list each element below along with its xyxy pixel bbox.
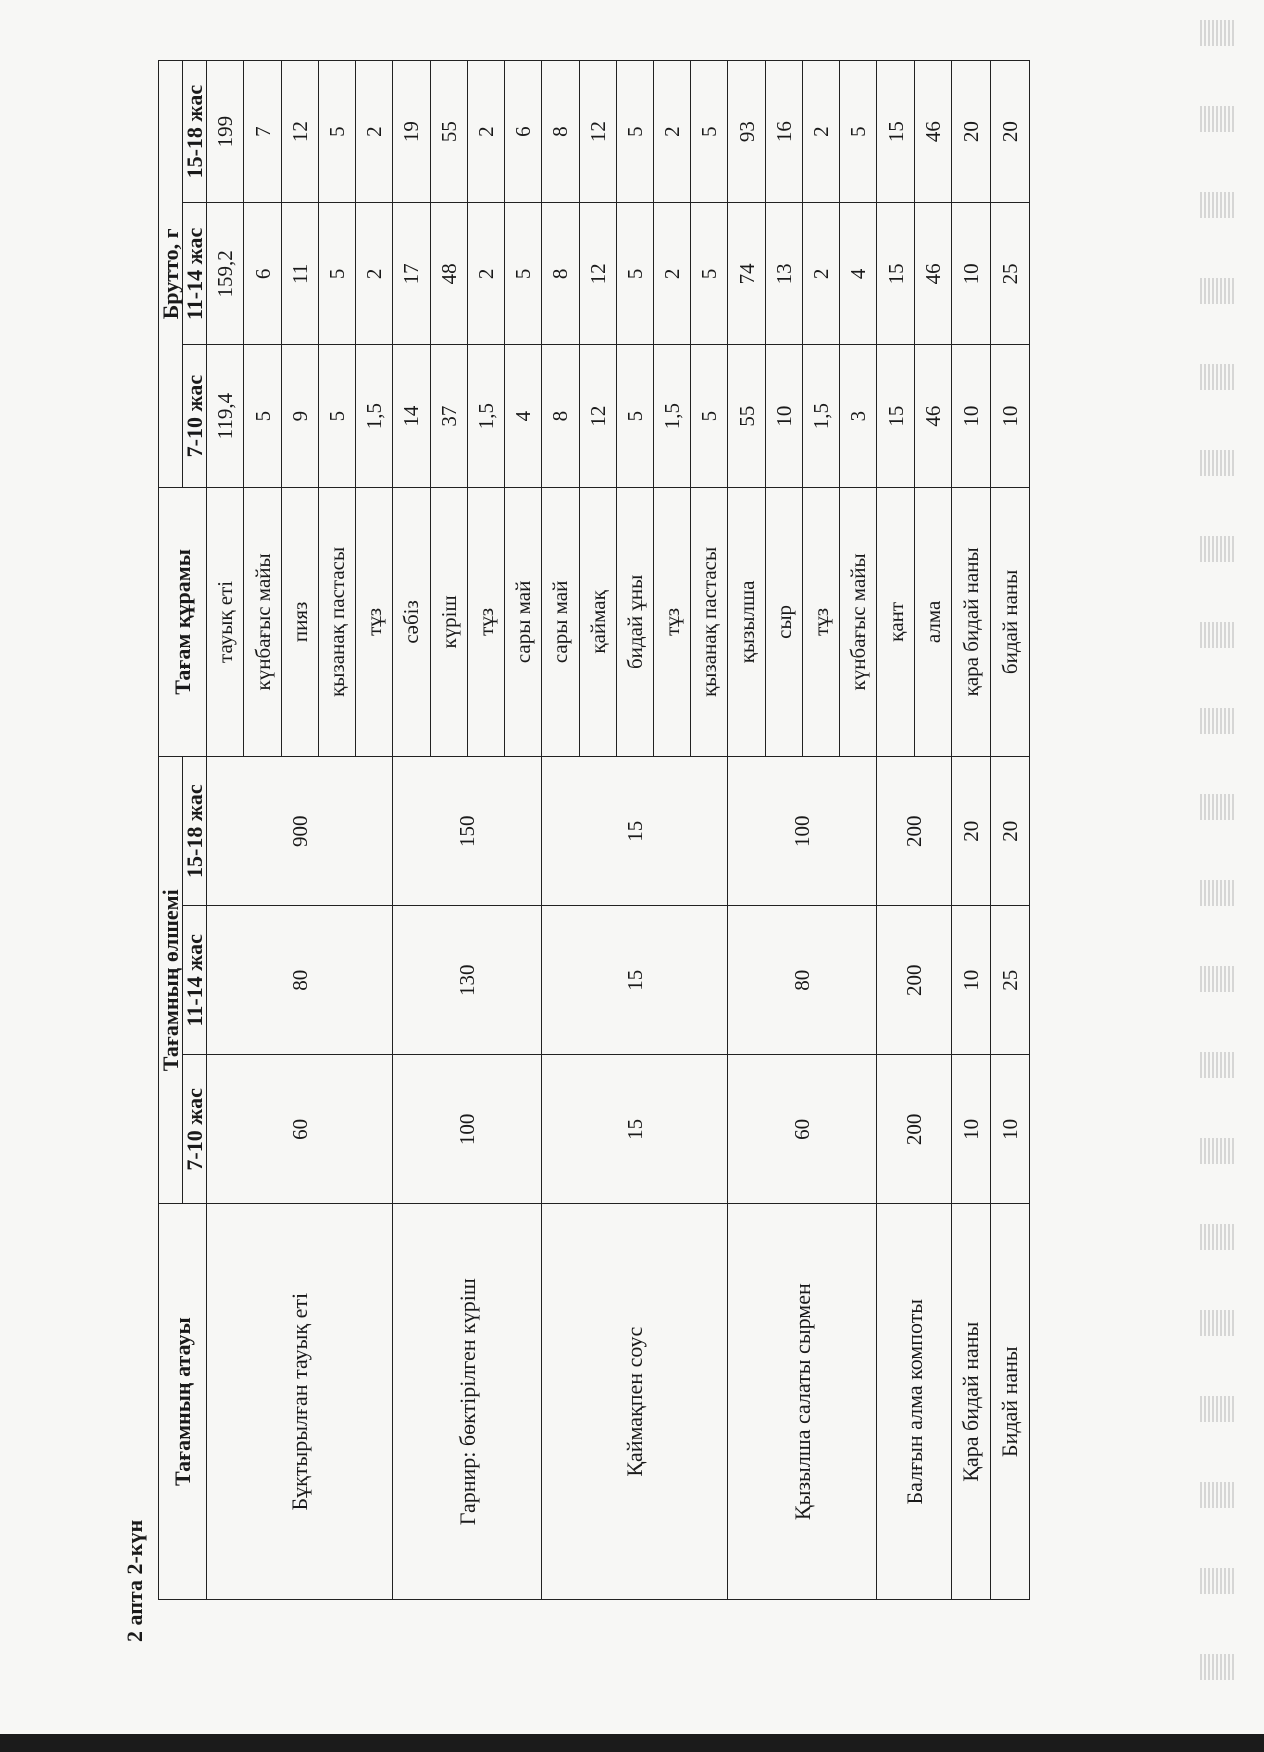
portion-value: 20 [990, 757, 1029, 906]
scan-noise-mark [1200, 536, 1236, 562]
scan-noise-mark [1200, 1310, 1236, 1336]
brutto-value: 14 [393, 345, 430, 487]
dish-name: Гарнир: бөктірілген күріш [393, 1204, 542, 1600]
scan-noise-mark [1200, 1138, 1236, 1164]
brutto-value: 1,5 [654, 345, 691, 487]
header-brutto: Брутто, г [159, 61, 183, 488]
brutto-value: 5 [318, 61, 355, 203]
brutto-value: 5 [616, 61, 653, 203]
brutto-value: 37 [430, 345, 467, 487]
brutto-value: 3 [840, 345, 877, 487]
scan-noise-mark [1200, 1482, 1236, 1508]
brutto-value: 2 [356, 61, 393, 203]
brutto-value: 5 [691, 203, 728, 345]
brutto-value: 10 [765, 345, 802, 487]
portion-value: 15 [542, 757, 728, 906]
brutto-value: 74 [728, 203, 765, 345]
ingredient-name: қызанақ пастасы [318, 487, 355, 756]
brutto-value: 10 [990, 345, 1029, 487]
brutto-value: 6 [244, 203, 281, 345]
brutto-value: 2 [654, 61, 691, 203]
scan-noise-mark [1200, 364, 1236, 390]
ingredient-name: тұз [654, 487, 691, 756]
portion-value: 15 [542, 906, 728, 1055]
portion-value: 25 [990, 906, 1029, 1055]
brutto-value: 5 [840, 61, 877, 203]
brutto-value: 199 [207, 61, 244, 203]
ingredient-name: тұз [356, 487, 393, 756]
portion-value: 10 [951, 1055, 990, 1204]
brutto-value: 2 [802, 61, 839, 203]
header-portion-age3: 15-18 жас [183, 757, 207, 906]
brutto-value: 12 [579, 345, 616, 487]
ingredient-name: күнбағыс майы [840, 487, 877, 756]
brutto-value: 4 [840, 203, 877, 345]
brutto-value: 55 [728, 345, 765, 487]
brutto-value: 15 [877, 203, 914, 345]
brutto-value: 8 [542, 61, 579, 203]
ingredient-name: алма [914, 487, 951, 756]
brutto-value: 46 [914, 61, 951, 203]
brutto-value: 8 [542, 345, 579, 487]
scan-noise-mark [1200, 20, 1236, 46]
header-composition: Тағам құрамы [159, 487, 207, 756]
header-brutto-age3: 15-18 жас [183, 61, 207, 203]
scan-noise-mark [1200, 278, 1236, 304]
scan-noise-mark [1200, 708, 1236, 734]
brutto-value: 10 [951, 203, 990, 345]
brutto-value: 5 [616, 345, 653, 487]
scan-noise-mark [1200, 1052, 1236, 1078]
scan-noise-mark [1200, 1396, 1236, 1422]
portion-value: 80 [207, 906, 393, 1055]
ingredient-name: сәбіз [393, 487, 430, 756]
ingredient-name: сыр [765, 487, 802, 756]
portion-value: 150 [393, 757, 542, 906]
portion-value: 200 [877, 757, 951, 906]
ingredient-name: тұз [467, 487, 504, 756]
portion-value: 100 [393, 1055, 542, 1204]
header-brutto-age1: 7-10 жас [183, 345, 207, 487]
brutto-value: 15 [877, 345, 914, 487]
brutto-value: 20 [951, 61, 990, 203]
scan-bottom-edge [0, 1734, 1264, 1752]
scan-noise-mark [1200, 880, 1236, 906]
dish-name: Қара бидай наны [951, 1204, 990, 1600]
portion-value: 60 [207, 1055, 393, 1204]
table-row [951, 61, 990, 1600]
header-portion-age1: 7-10 жас [183, 1055, 207, 1204]
portion-value: 20 [951, 757, 990, 906]
ingredient-name: бидай наны [990, 487, 1029, 756]
ingredient-name: сары май [542, 487, 579, 756]
brutto-value: 5 [691, 345, 728, 487]
portion-value: 100 [728, 757, 877, 906]
ingredient-name: күріш [430, 487, 467, 756]
brutto-value: 5 [318, 203, 355, 345]
dish-name: Қызылша салаты сырмен [728, 1204, 877, 1600]
brutto-value: 7 [244, 61, 281, 203]
brutto-value: 11 [281, 203, 318, 345]
table-row [990, 61, 1029, 1600]
dish-name: Бұқтырылған тауық еті [207, 1204, 393, 1600]
brutto-value: 1,5 [467, 345, 504, 487]
scan-noise-mark [1200, 966, 1236, 992]
ingredient-name: пияз [281, 487, 318, 756]
brutto-value: 2 [654, 203, 691, 345]
dish-name: Бидай наны [990, 1204, 1029, 1600]
brutto-value: 19 [393, 61, 430, 203]
brutto-value: 16 [765, 61, 802, 203]
brutto-value: 9 [281, 345, 318, 487]
brutto-value: 8 [542, 203, 579, 345]
table-row [207, 61, 244, 1600]
brutto-value: 6 [505, 61, 542, 203]
brutto-value: 1,5 [802, 345, 839, 487]
ingredient-name: күнбағыс майы [244, 487, 281, 756]
portion-value: 200 [877, 1055, 951, 1204]
brutto-value: 12 [281, 61, 318, 203]
table-row [728, 61, 765, 1600]
header-portion-age2: 11-14 жас [183, 906, 207, 1055]
brutto-value: 25 [990, 203, 1029, 345]
brutto-value: 15 [877, 61, 914, 203]
scan-noise-mark [1200, 622, 1236, 648]
scan-noise-mark [1200, 1568, 1236, 1594]
scan-noise-mark [1200, 1654, 1236, 1680]
dish-name: Қаймақпен соус [542, 1204, 728, 1600]
table-row [877, 61, 914, 1600]
portion-value: 60 [728, 1055, 877, 1204]
brutto-value: 119,4 [207, 345, 244, 487]
menu-table [158, 60, 1030, 1600]
brutto-value: 46 [914, 345, 951, 487]
table-row [393, 61, 430, 1600]
ingredient-name: қаймақ [579, 487, 616, 756]
brutto-value: 93 [728, 61, 765, 203]
header-name: Тағамның атауы [159, 1204, 207, 1600]
brutto-value: 5 [244, 345, 281, 487]
brutto-value: 5 [616, 203, 653, 345]
brutto-value: 48 [430, 203, 467, 345]
header-portion: Тағамның өлшемі [159, 757, 183, 1204]
brutto-value: 10 [951, 345, 990, 487]
brutto-value: 5 [505, 203, 542, 345]
dish-name: Балғын алма компоты [877, 1204, 951, 1600]
brutto-value: 1,5 [356, 345, 393, 487]
portion-value: 15 [542, 1055, 728, 1204]
brutto-value: 159,2 [207, 203, 244, 345]
ingredient-name: бидай ұны [616, 487, 653, 756]
portion-value: 80 [728, 906, 877, 1055]
brutto-value: 4 [505, 345, 542, 487]
menu-body [207, 61, 1030, 1600]
table-row [542, 61, 579, 1600]
scan-noise-mark [1200, 450, 1236, 476]
brutto-value: 46 [914, 203, 951, 345]
brutto-value: 2 [356, 203, 393, 345]
brutto-value: 5 [691, 61, 728, 203]
brutto-value: 2 [467, 61, 504, 203]
scan-noise-mark [1200, 192, 1236, 218]
header-brutto-age2: 11-14 жас [183, 203, 207, 345]
scan-noise-mark [1200, 106, 1236, 132]
portion-value: 200 [877, 906, 951, 1055]
ingredient-name: тұз [802, 487, 839, 756]
page-caption: 2 апта 2-күн [122, 1519, 147, 1642]
brutto-value: 20 [990, 61, 1029, 203]
ingredient-name: сары май [505, 487, 542, 756]
portion-value: 900 [207, 757, 393, 906]
portion-value: 130 [393, 906, 542, 1055]
brutto-value: 2 [802, 203, 839, 345]
brutto-value: 12 [579, 203, 616, 345]
ingredient-name: қызылша [728, 487, 765, 756]
brutto-value: 55 [430, 61, 467, 203]
ingredient-name: қызанақ пастасы [691, 487, 728, 756]
scan-noise-mark [1200, 794, 1236, 820]
portion-value: 10 [990, 1055, 1029, 1204]
scan-noise-mark [1200, 1224, 1236, 1250]
brutto-value: 2 [467, 203, 504, 345]
scan-edge-noise [1180, 0, 1250, 1752]
brutto-value: 17 [393, 203, 430, 345]
ingredient-name: қант [877, 487, 914, 756]
ingredient-name: тауық еті [207, 487, 244, 756]
portion-value: 10 [951, 906, 990, 1055]
brutto-value: 5 [318, 345, 355, 487]
brutto-value: 12 [579, 61, 616, 203]
brutto-value: 13 [765, 203, 802, 345]
ingredient-name: қара бидай наны [951, 487, 990, 756]
